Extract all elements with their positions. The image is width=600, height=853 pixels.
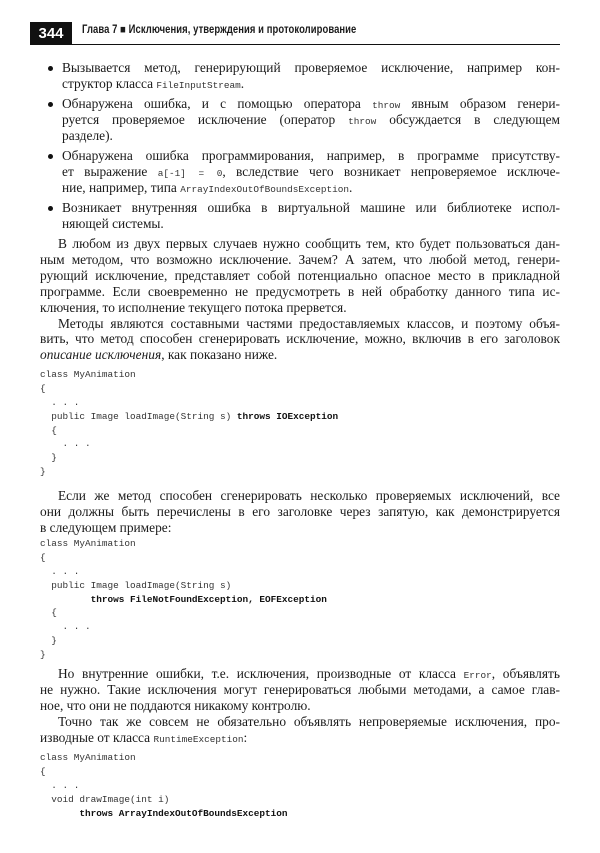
code-line xyxy=(40,437,338,451)
inline-code: throw xyxy=(348,115,377,127)
text-line xyxy=(62,164,560,180)
chapter-title: Глава 7 ■ Исключения, утверждения и протоколирование xyxy=(82,24,357,36)
text-span: они должны быть перечислены в его заголовке через запятую, как демонстрируется xyxy=(40,503,560,519)
code-line xyxy=(40,793,288,807)
inline-code: Error xyxy=(463,670,492,681)
code-line xyxy=(40,606,327,620)
text-line xyxy=(62,148,560,164)
code-line xyxy=(40,751,288,765)
text-span: в следующем примере: xyxy=(40,519,172,535)
code-line xyxy=(40,593,327,607)
text-line xyxy=(40,347,560,363)
header-rule xyxy=(72,44,560,45)
code-line xyxy=(40,551,327,565)
text-span: } xyxy=(40,649,46,661)
text-span: Возникает внутренняя ошибка в виртуальной машине или библиотеке испол- xyxy=(62,200,560,215)
code-line xyxy=(40,451,338,465)
text-span: } xyxy=(40,466,46,478)
text-span: class MyAnimation xyxy=(40,369,136,380)
text-span: { xyxy=(40,382,46,394)
code-line xyxy=(40,368,338,382)
text-line xyxy=(40,504,560,520)
text-line xyxy=(40,488,560,504)
italic-term: описание исключения xyxy=(40,347,162,363)
bullet-icon xyxy=(48,66,53,71)
text-span: { xyxy=(40,424,57,436)
text-line xyxy=(62,60,560,76)
code-block xyxy=(40,368,338,479)
text-line xyxy=(40,714,560,730)
text-span: . . . xyxy=(40,565,80,577)
code-line xyxy=(40,634,327,648)
text-line xyxy=(62,200,560,216)
text-span: руется проверяемое исключение (оператор xyxy=(62,111,349,127)
code-line xyxy=(40,648,327,662)
text-span: изводные от класса xyxy=(40,729,154,745)
paragraph xyxy=(40,488,560,536)
code-line xyxy=(40,424,338,438)
bullet-icon xyxy=(48,154,53,159)
text-span: void drawImage(int i) xyxy=(40,793,170,805)
inline-code: throw xyxy=(372,100,401,111)
text-line xyxy=(40,666,560,682)
text-span: Точно так же совсем не обязательно объявлять непроверяемые исключения, про- xyxy=(58,714,560,729)
code-line xyxy=(40,396,338,410)
paragraph xyxy=(40,236,560,315)
text-span: class MyAnimation xyxy=(40,538,136,549)
text-span: ключения, то исполнение текущего потока прервется. xyxy=(40,299,347,315)
text-line xyxy=(40,252,560,268)
text-span: ние, например, типа xyxy=(62,179,181,195)
text-span: Методы являются составными частями предоставляемых классов, и поэтому объя- xyxy=(58,315,560,331)
text-span: няющей системы. xyxy=(62,215,164,231)
bullet-icon xyxy=(48,102,53,107)
code-line xyxy=(40,410,338,424)
code-line xyxy=(40,579,327,593)
text-line xyxy=(40,300,560,316)
text-span: Обнаружена ошибка, и с помощью оператора xyxy=(62,96,373,111)
text-line xyxy=(62,216,560,232)
text-line xyxy=(40,316,560,332)
code-line xyxy=(40,537,327,551)
text-span: . xyxy=(349,179,353,195)
text-line xyxy=(40,284,560,300)
text-span: вить, что метод способен сгенерировать исключение, можно, включив в его заголовок xyxy=(40,331,560,347)
paragraph xyxy=(40,714,560,746)
code-line xyxy=(40,565,327,579)
inline-code: ArrayIndexOutOfBoundsException xyxy=(180,183,349,195)
text-span: . . . xyxy=(40,438,91,450)
text-span: . . . xyxy=(40,621,91,633)
text-line xyxy=(40,730,560,746)
text-line xyxy=(40,331,560,347)
text-span: разделе). xyxy=(62,127,113,143)
text-span: Если же метод способен сгенерировать несколько проверяемых исключений, все xyxy=(58,488,560,503)
text-span: public Image loadImage(String s) xyxy=(40,579,232,591)
text-line xyxy=(62,112,560,128)
text-span: ное, что они не поддаются никакому контролю. xyxy=(40,697,311,713)
code-keyword: throws IOException xyxy=(236,410,339,422)
text-span: явным образом генери- xyxy=(400,96,561,111)
code-line xyxy=(40,765,288,779)
text-span xyxy=(40,594,91,605)
text-line xyxy=(40,520,560,536)
text-span: { xyxy=(40,765,46,777)
text-span: Обнаружена ошибка программирования, например, в программе присутству- xyxy=(62,148,560,163)
code-line xyxy=(40,465,338,479)
paragraph xyxy=(40,316,560,364)
code-line xyxy=(40,779,288,793)
text-span: : xyxy=(243,729,248,745)
text-line xyxy=(62,128,560,144)
text-span: Но внутренние ошибки, т.е. исключения, производные от класса xyxy=(58,666,464,681)
inline-code: FileInputStream xyxy=(156,79,241,91)
text-line xyxy=(40,236,560,252)
code-line xyxy=(40,382,338,396)
page-number: 344 xyxy=(30,22,72,45)
text-span: { xyxy=(40,607,57,619)
code-keyword: throws FileNotFoundException, EOFException xyxy=(90,593,327,605)
inline-code: RuntimeException xyxy=(153,733,244,745)
code-line xyxy=(40,620,327,634)
text-line xyxy=(62,96,560,112)
code-block xyxy=(40,751,288,820)
text-span: программе. Если своевременно не предусмотреть в ней обработку данного типа ис- xyxy=(40,283,560,299)
text-span: , как показано ниже. xyxy=(161,347,278,363)
text-span: рующий исключение, представляет собой потенциально опасное место в прикладной xyxy=(40,267,560,283)
text-span: В любом из двух первых случаев нужно сообщить тем, кто будет пользоваться дан- xyxy=(58,236,560,251)
inline-code: a[-1] = 0 xyxy=(157,167,223,179)
code-keyword: throws ArrayIndexOutOfBoundsException xyxy=(79,807,288,819)
text-span: не нужно. Такие исключения могут генерироваться любыми методами, а самое глав- xyxy=(40,681,560,697)
text-span: Вызывается метод, генерирующий проверяемое исключение, например кон- xyxy=(62,60,560,75)
text-span: . . . xyxy=(40,779,80,791)
text-span: структор класса xyxy=(62,75,157,91)
text-span: ным методом, что возможно исключение. Зачем? А затем, что любой метод, генери- xyxy=(40,251,560,267)
bullet-icon xyxy=(48,206,53,211)
code-line xyxy=(40,807,288,821)
text-line xyxy=(40,682,560,698)
text-span: . xyxy=(240,75,245,91)
text-line xyxy=(40,698,560,714)
text-span: public Image loadImage(String s) xyxy=(40,410,237,422)
code-block xyxy=(40,537,327,662)
text-span: { xyxy=(40,551,46,563)
text-span: , вследствие чего возникает непроверяемое исключе- xyxy=(222,163,560,179)
text-span: ет выражение xyxy=(62,163,158,179)
text-span: . . . xyxy=(40,396,80,408)
text-line xyxy=(40,268,560,284)
text-line xyxy=(62,76,560,92)
text-span: } xyxy=(40,452,57,464)
text-line xyxy=(62,180,560,196)
text-span: class MyAnimation xyxy=(40,752,136,763)
text-span: обсуждается в следующем xyxy=(376,111,560,127)
text-span xyxy=(40,808,79,819)
text-span: , объявлять xyxy=(491,666,560,681)
paragraph xyxy=(40,666,560,714)
text-span: } xyxy=(40,635,57,647)
